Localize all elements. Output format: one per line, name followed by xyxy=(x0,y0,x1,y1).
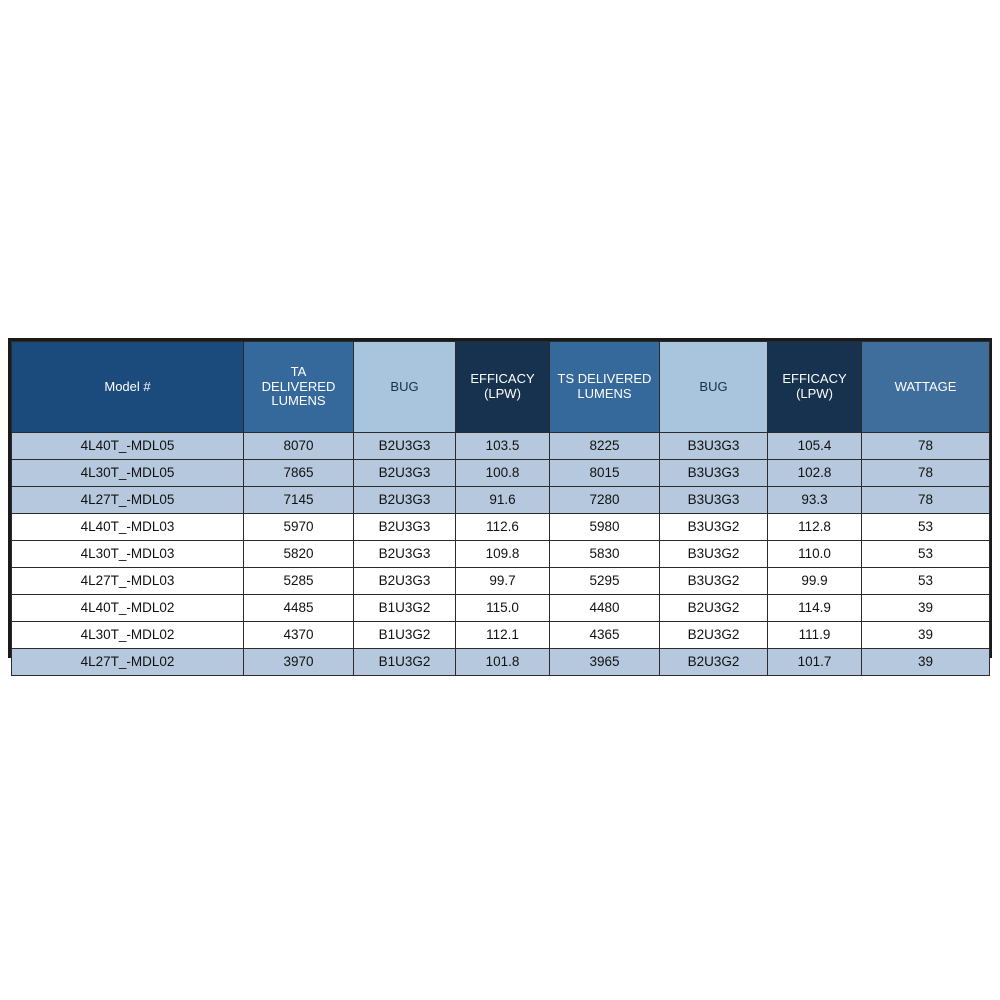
cell-bug-ts: B2U3G2 xyxy=(660,595,768,622)
cell-model: 4L30T_-MDL02 xyxy=(12,622,244,649)
column-header-efficacy-ts-line-2: (LPW) xyxy=(796,386,833,401)
cell-efficacy-ta: 100.8 xyxy=(456,460,550,487)
table-row xyxy=(12,541,990,568)
table-row xyxy=(12,433,990,460)
cell-ta-lumens: 5820 xyxy=(244,541,354,568)
cell-wattage: 53 xyxy=(862,568,990,595)
column-header-wattage-line-1: WATTAGE xyxy=(894,378,957,394)
cell-efficacy-ts: 105.4 xyxy=(768,433,862,460)
cell-ts-lumens: 8225 xyxy=(550,433,660,460)
cell-ts-lumens: 5830 xyxy=(550,541,660,568)
cell-bug-ts: B2U3G2 xyxy=(660,649,768,676)
cell-efficacy-ta: 109.8 xyxy=(456,541,550,568)
table-row xyxy=(12,460,990,487)
photometric-specification-table xyxy=(11,341,990,676)
cell-wattage: 39 xyxy=(862,595,990,622)
column-header-efficacy-ta xyxy=(456,342,550,433)
table-row xyxy=(12,649,990,676)
cell-model: 4L27T_-MDL05 xyxy=(12,487,244,514)
cell-ts-lumens: 4480 xyxy=(550,595,660,622)
cell-ta-lumens: 5285 xyxy=(244,568,354,595)
table-row xyxy=(12,622,990,649)
cell-bug-ts: B3U3G2 xyxy=(660,568,768,595)
column-header-ta-line-1: TA xyxy=(290,363,307,379)
table-body xyxy=(12,433,990,676)
cell-wattage: 39 xyxy=(862,649,990,676)
column-header-model-line-1: Model # xyxy=(104,378,151,394)
cell-ts-lumens: 7280 xyxy=(550,487,660,514)
cell-wattage: 78 xyxy=(862,433,990,460)
specification-table-frame xyxy=(8,338,992,670)
cell-efficacy-ts: 99.9 xyxy=(768,568,862,595)
cell-bug-ts: B3U3G3 xyxy=(660,433,768,460)
cell-wattage: 78 xyxy=(862,487,990,514)
cell-model: 4L40T_-MDL02 xyxy=(12,595,244,622)
cell-wattage: 53 xyxy=(862,514,990,541)
cell-efficacy-ts: 114.9 xyxy=(768,595,862,622)
column-header-ts-line-2: LUMENS xyxy=(577,386,632,401)
cell-bug-ta: B2U3G3 xyxy=(354,568,456,595)
cell-bug-ts: B3U3G3 xyxy=(660,460,768,487)
column-header-ta-line-2: DELIVERED xyxy=(261,378,336,394)
table-row xyxy=(12,487,990,514)
cell-efficacy-ta: 103.5 xyxy=(456,433,550,460)
table-row xyxy=(12,514,990,541)
column-header-bug-ts xyxy=(660,342,768,433)
cell-bug-ta: B2U3G3 xyxy=(354,514,456,541)
cell-bug-ta: B2U3G3 xyxy=(354,433,456,460)
cell-wattage: 39 xyxy=(862,622,990,649)
cell-bug-ta: B2U3G3 xyxy=(354,487,456,514)
cell-bug-ta: B2U3G3 xyxy=(354,541,456,568)
cell-efficacy-ts: 93.3 xyxy=(768,487,862,514)
cell-efficacy-ta: 112.6 xyxy=(456,514,550,541)
column-header-bug-ta xyxy=(354,342,456,433)
column-header-ta-line-3: LUMENS xyxy=(271,393,326,409)
column-header-bug-ts-line-1: BUG xyxy=(699,378,728,394)
cell-model: 4L27T_-MDL03 xyxy=(12,568,244,595)
column-header-ta-delivered-lumens xyxy=(244,342,354,433)
cell-bug-ts: B3U3G2 xyxy=(660,514,768,541)
column-header-ts-line-1: TS DELIVERED xyxy=(557,371,652,387)
cell-ta-lumens: 4370 xyxy=(244,622,354,649)
cell-ta-lumens: 3970 xyxy=(244,649,354,676)
column-header-efficacy-ts-line-1: EFFICACY xyxy=(782,371,847,387)
table-row xyxy=(12,568,990,595)
column-header-wattage xyxy=(862,342,990,433)
column-header-model xyxy=(12,342,244,433)
cell-ts-lumens: 8015 xyxy=(550,460,660,487)
cell-ta-lumens: 7145 xyxy=(244,487,354,514)
cell-model: 4L40T_-MDL03 xyxy=(12,514,244,541)
table-header-row xyxy=(12,342,990,433)
cell-efficacy-ta: 112.1 xyxy=(456,622,550,649)
table-row xyxy=(12,595,990,622)
cell-bug-ta: B1U3G2 xyxy=(354,622,456,649)
cell-ta-lumens: 5970 xyxy=(244,514,354,541)
column-header-efficacy-ta-line-1: EFFICACY xyxy=(470,371,535,387)
cell-bug-ta: B1U3G2 xyxy=(354,649,456,676)
cell-model: 4L40T_-MDL05 xyxy=(12,433,244,460)
cell-ts-lumens: 4365 xyxy=(550,622,660,649)
cell-wattage: 78 xyxy=(862,460,990,487)
cell-efficacy-ts: 110.0 xyxy=(768,541,862,568)
column-header-ts-delivered-lumens xyxy=(550,342,660,433)
cell-efficacy-ts: 112.8 xyxy=(768,514,862,541)
cell-ta-lumens: 8070 xyxy=(244,433,354,460)
column-header-efficacy-ts xyxy=(768,342,862,433)
cell-efficacy-ts: 101.7 xyxy=(768,649,862,676)
cell-ts-lumens: 5980 xyxy=(550,514,660,541)
cell-efficacy-ta: 91.6 xyxy=(456,487,550,514)
cell-wattage: 53 xyxy=(862,541,990,568)
cell-efficacy-ts: 111.9 xyxy=(768,622,862,649)
cell-efficacy-ta: 101.8 xyxy=(456,649,550,676)
cell-ts-lumens: 5295 xyxy=(550,568,660,595)
cell-efficacy-ta: 99.7 xyxy=(456,568,550,595)
cell-ts-lumens: 3965 xyxy=(550,649,660,676)
column-header-bug-ta-line-1: BUG xyxy=(390,378,419,394)
cell-model: 4L30T_-MDL05 xyxy=(12,460,244,487)
cell-efficacy-ta: 115.0 xyxy=(456,595,550,622)
column-header-efficacy-ta-line-2: (LPW) xyxy=(484,386,521,401)
cell-bug-ta: B1U3G2 xyxy=(354,595,456,622)
cell-efficacy-ts: 102.8 xyxy=(768,460,862,487)
cell-ta-lumens: 7865 xyxy=(244,460,354,487)
cell-ta-lumens: 4485 xyxy=(244,595,354,622)
cell-model: 4L27T_-MDL02 xyxy=(12,649,244,676)
cell-bug-ta: B2U3G3 xyxy=(354,460,456,487)
cell-bug-ts: B2U3G2 xyxy=(660,622,768,649)
cell-bug-ts: B3U3G3 xyxy=(660,487,768,514)
cell-model: 4L30T_-MDL03 xyxy=(12,541,244,568)
cell-bug-ts: B3U3G2 xyxy=(660,541,768,568)
